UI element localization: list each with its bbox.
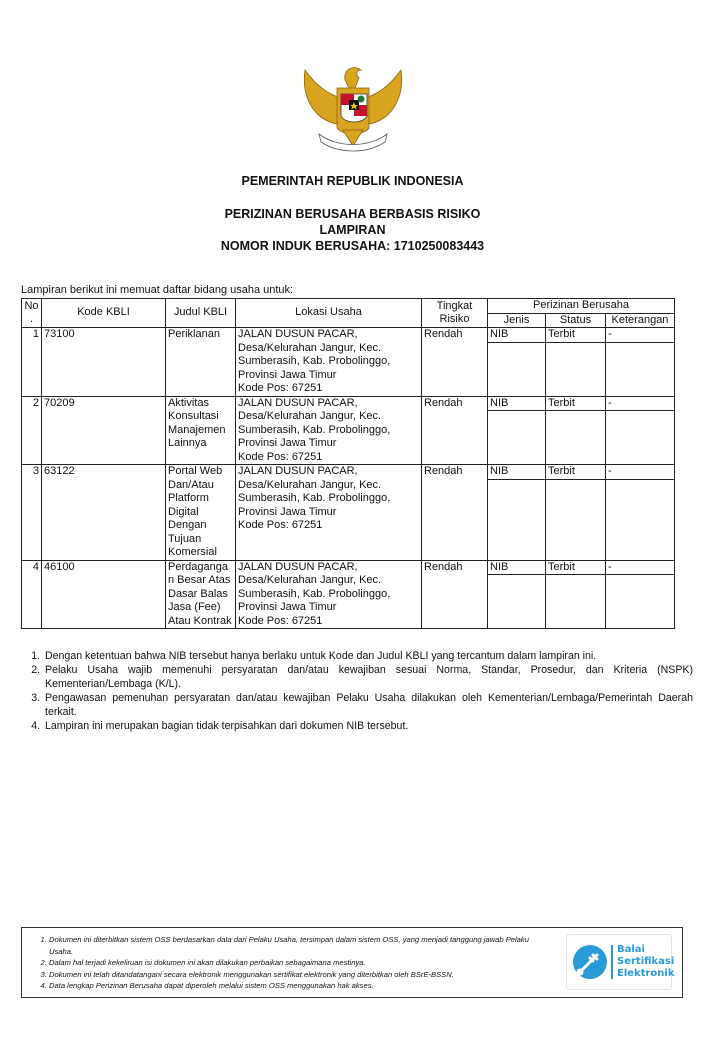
government-heading: PEMERINTAH REPUBLIK INDONESIA [241,174,464,188]
empty-permit-cell [606,575,675,629]
table-row [22,396,675,411]
notes-list [21,649,693,733]
empty-permit-cell [488,411,546,465]
cell-no: 1 [22,328,42,397]
cell-tingkat-risiko: Rendah [422,328,488,397]
cell-kode-kbli: 46100 [42,560,166,629]
cell-lokasi-usaha: JALAN DUSUN PACAR, Desa/Kelurahan Jangur, Kec. Sumberasih, Kab. Probolinggo, Provinsi Jawa Timur Kode Pos: 67251 [236,396,422,465]
cell-status: Terbit [546,560,606,575]
disclaimer-item: 3. Dokumen ini telah ditandatangani secara elektronik menggunakan sertifikat elektronik yang diterbitkan oleh BSrE-BSSN. [49,969,554,981]
cell-status: Terbit [546,396,606,411]
table-row [22,328,675,343]
cell-keterangan: - [606,560,675,575]
disclaimer-item: 2. Dalam hal terjadi kekeliruan isi dokumen ini akan dilakukan perbaikan sebagaimana mestinya. [49,957,554,969]
cell-keterangan: - [606,396,675,411]
document-title: PERIZINAN BERUSAHA BERBASIS RISIKO [224,207,481,221]
header-status: Status [546,313,606,328]
intro-text: Lampiran berikut ini memuat daftar bidang usaha untuk: [21,284,294,296]
footer-disclaimer-box [21,927,683,998]
cell-no: 2 [22,396,42,465]
empty-permit-cell [606,411,675,465]
cell-lokasi-usaha: JALAN DUSUN PACAR, Desa/Kelurahan Jangur, Kec. Sumberasih, Kab. Probolinggo, Provinsi Jawa Timur Kode Pos: 67251 [236,560,422,629]
cell-status: Terbit [546,328,606,343]
empty-permit-cell [488,575,546,629]
disclaimer-item: 1. Dokumen ini diterbitkan sistem OSS berdasarkan data dari Pelaku Usaha, tersimpan dalam sistem OSS, yang menjadi tanggung jawab Pelaku Usaha. [49,934,554,957]
bsre-key-logo-icon [573,945,607,979]
cell-keterangan: - [606,328,675,343]
bsre-logo [566,934,675,990]
bsre-line-3: Elektronik [617,968,675,979]
cell-no: 4 [22,560,42,629]
cell-jenis: NIB [488,560,546,575]
kbli-table [21,298,675,629]
empty-permit-cell [488,342,546,396]
empty-permit-cell [546,575,606,629]
note-item: 2. Pelaku Usaha wajib memenuhi persyaratan dan/atau kewajiban sesuai Norma, Standar, Prosedur, dan Kriteria (NSPK) Kementerian/Lembaga (K/L). [43,663,693,691]
header-lokasi-usaha: Lokasi Usaha [236,299,422,328]
bsre-logo-text [617,944,674,980]
cell-status: Terbit [546,465,606,480]
nib-number: NOMOR INDUK BERUSAHA: 1710250083443 [220,239,485,253]
cell-tingkat-risiko: Rendah [422,560,488,629]
cell-keterangan: - [606,465,675,480]
cell-judul-kbli: Perdagangan Besar Atas Dasar Balas Jasa (Fee) Atau Kontrak [166,560,236,629]
cell-judul-kbli: Aktivitas Konsultasi Manajemen Lainnya [166,396,236,465]
garuda-emblem-icon [297,58,409,158]
cell-judul-kbli: Periklanan [166,328,236,397]
cell-tingkat-risiko: Rendah [422,465,488,561]
cell-tingkat-risiko: Rendah [422,396,488,465]
bsre-line-1: Balai [617,944,645,955]
note-item: 3. Pengawasan pemenuhan persyaratan dan/atau kewajiban Pelaku Usaha dilakukan oleh Kementerian/Lembaga/Pemerintah Daerah terkait. [43,691,693,719]
header-no: No. [22,299,42,328]
table-row [22,465,675,480]
note-item: 1. Dengan ketentuan bahwa NIB tersebut hanya berlaku untuk Kode dan Judul KBLI yang tercantum dalam lampiran ini. [43,649,693,663]
empty-permit-cell [488,479,546,560]
header-jenis: Jenis [488,313,546,328]
empty-permit-cell [546,411,606,465]
cell-kode-kbli: 73100 [42,328,166,397]
empty-permit-cell [546,479,606,560]
header-judul-kbli: Judul KBLI [166,299,236,328]
bsre-line-2: Sertifikasi [617,956,675,967]
disclaimer-item: 4. Data lengkap Perizinan Berusaha dapat diperoleh melalui sistem OSS menggunakan hak akses. [49,980,554,992]
document-title-block [0,206,705,254]
cell-lokasi-usaha: JALAN DUSUN PACAR, Desa/Kelurahan Jangur, Kec. Sumberasih, Kab. Probolinggo, Provinsi Jawa Timur Kode Pos: 67251 [236,328,422,397]
cell-jenis: NIB [488,396,546,411]
empty-permit-cell [546,342,606,396]
document-subtitle: LAMPIRAN [319,223,386,237]
header-perizinan-berusaha: Perizinan Berusaha [488,299,675,314]
cell-kode-kbli: 63122 [42,465,166,561]
cell-no: 3 [22,465,42,561]
note-item: 4. Lampiran ini merupakan bagian tidak terpisahkan dari dokumen NIB tersebut. [43,719,693,733]
empty-permit-cell [606,479,675,560]
header-keterangan: Keterangan [606,313,675,328]
header-kode-kbli: Kode KBLI [42,299,166,328]
empty-permit-cell [606,342,675,396]
document-page [0,58,705,1061]
header-tingkat-risiko: Tingkat Risiko [422,299,488,328]
cell-jenis: NIB [488,328,546,343]
cell-lokasi-usaha: JALAN DUSUN PACAR, Desa/Kelurahan Jangur, Kec. Sumberasih, Kab. Probolinggo, Provinsi Jawa Timur Kode Pos: 67251 [236,465,422,561]
cell-kode-kbli: 70209 [42,396,166,465]
cell-jenis: NIB [488,465,546,480]
disclaimer-list [29,934,554,992]
cell-judul-kbli: Portal Web Dan/Atau Platform Digital Dengan Tujuan Komersial [166,465,236,561]
table-row [22,560,675,575]
bsre-divider [611,945,613,979]
